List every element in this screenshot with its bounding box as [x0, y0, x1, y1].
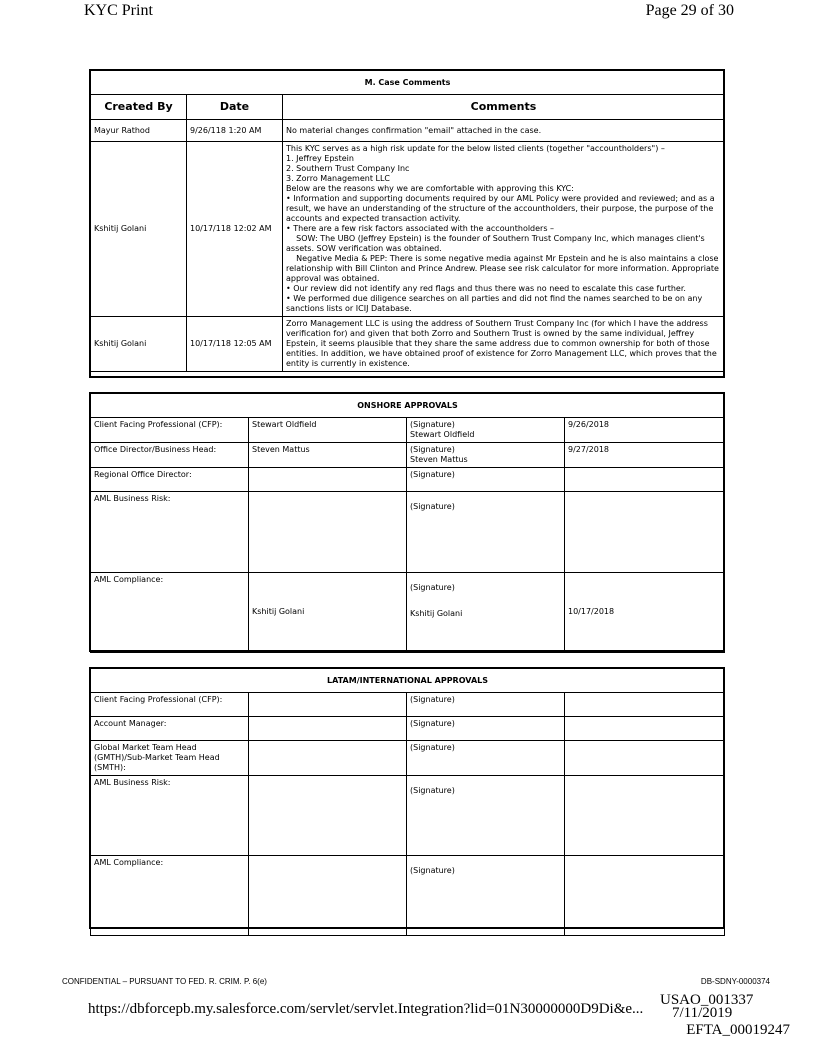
created-by: Mayur Rathod	[91, 120, 187, 142]
approval-date: 9/26/2018	[565, 418, 725, 443]
approver-name	[249, 468, 407, 492]
signature-cell	[407, 418, 565, 443]
case-comments-title: M. Case Comments	[91, 71, 725, 95]
approver-name: Steven Mattus	[249, 443, 407, 468]
comment-line: • Our review did not identify any red flags and thus there was no need to escalate this case further.	[286, 284, 686, 293]
efta-stamp: EFTA_00019247	[686, 1022, 790, 1038]
created-by: Kshitij Golani	[91, 142, 187, 317]
comment-line: 3. Zorro Management LLC	[286, 174, 390, 183]
comment-date: 9/26/118 1:20 AM	[187, 120, 283, 142]
approval-date: 9/27/2018	[565, 443, 725, 468]
table-row	[91, 443, 725, 468]
signature-label: (Signature)	[407, 856, 565, 936]
approval-date	[565, 468, 725, 492]
page-number: Page 29 of 30	[645, 2, 734, 19]
signer-name: Stewart Oldfield	[410, 430, 475, 439]
signature-cell	[407, 443, 565, 468]
comment-line: This KYC serves as a high risk update for the below listed clients (together "accountholders") –	[286, 144, 665, 153]
approval-label: Global Market Team Head (GMTH)/Sub-Market Team Head (SMTH):	[91, 741, 249, 776]
table-row	[91, 573, 725, 653]
approver-name	[249, 776, 407, 856]
table-row	[91, 492, 725, 573]
approver-name: Kshitij Golani	[249, 573, 407, 653]
latam-approvals-title: LATAM/INTERNATIONAL APPROVALS	[91, 669, 725, 693]
comment-line: Zorro Management LLC is using the address of Southern Trust Company Inc (for which I have the address verification for) and given that both Zorro and Southern Trust is owned by the same individual, Jeffrey Epstein, it seems plausible that they share the same address due to common ownership for both of those entities. In addition, we have obtained proof of existence for Zorro Management LLC, which proves that the entity is currently in existence.	[286, 319, 717, 368]
signature-label: (Signature)	[407, 717, 565, 741]
table-row	[91, 776, 725, 856]
approver-name	[249, 856, 407, 936]
print-title: KYC Print	[84, 2, 153, 19]
approval-date	[565, 492, 725, 573]
signature-label: (Signature)	[407, 468, 565, 492]
approval-label: Client Facing Professional (CFP):	[91, 418, 249, 443]
signature-label: (Signature)	[407, 776, 565, 856]
comment-text	[283, 120, 725, 142]
approver-name	[249, 693, 407, 717]
approver-name: Stewart Oldfield	[249, 418, 407, 443]
comment-text	[283, 142, 725, 317]
approver-name	[249, 717, 407, 741]
col-created-by: Created By	[91, 95, 187, 120]
col-comments: Comments	[283, 95, 725, 120]
signer-name: Steven Mattus	[410, 455, 468, 464]
table-row	[91, 856, 725, 936]
table-row	[91, 693, 725, 717]
approval-date	[565, 693, 725, 717]
approval-label: Account Manager:	[91, 717, 249, 741]
table-row	[91, 418, 725, 443]
latam-approvals-table	[90, 668, 725, 936]
table-row	[91, 741, 725, 776]
approval-date: 10/17/2018	[565, 573, 725, 653]
onshore-approvals-table	[90, 393, 725, 653]
created-by: Kshitij Golani	[91, 317, 187, 372]
col-date: Date	[187, 95, 283, 120]
table-row	[91, 317, 725, 372]
comment-line: No material changes confirmation "email" attached in the case.	[286, 125, 542, 135]
approval-date	[565, 717, 725, 741]
table-row	[91, 468, 725, 492]
table-row	[91, 120, 725, 142]
approver-name	[249, 492, 407, 573]
comment-line: Negative Media & PEP: There is some negative media against Mr Epstein and he is also maintains a close relationship with Bill Clinton and Prince Andrew. Please see risk calculator for more information. Appropriate approval was obtained.	[286, 254, 722, 283]
signature-label: (Signature)	[410, 445, 455, 454]
approval-date	[565, 741, 725, 776]
approval-label: Client Facing Professional (CFP):	[91, 693, 249, 717]
signature-label: (Signature)	[407, 741, 565, 776]
comment-line: • We performed due diligence searches on all parties and did not find the names searched to be on any sanctions lists or ICIJ Database.	[286, 294, 703, 313]
comment-line: • Information and supporting documents required by our AML Policy were provided and reviewed; and as a result, we have an understanding of the structure of the accountholders, their purpose, the purpose of the accounts and expected transaction activity.	[286, 194, 715, 223]
comment-line: SOW: The UBO (Jeffrey Epstein) is the founder of Southern Trust Company Inc, which manages client's assets. SOW verification was obtained.	[286, 234, 708, 253]
usao-stamp: USAO_001337	[660, 992, 754, 1008]
comment-line: Below are the reasons why we are comfortable with approving this KYC:	[286, 184, 574, 193]
approval-label: AML Compliance:	[91, 856, 249, 936]
confidential-notice: CONFIDENTIAL – PURSUANT TO FED. R. CRIM. P. 6(e)	[62, 977, 267, 986]
comment-line: • There are a few risk factors associated with the accountholders –	[286, 224, 555, 233]
signer-name: Kshitij Golani	[410, 609, 463, 618]
approval-date	[565, 776, 725, 856]
onshore-approvals-title: ONSHORE APPROVALS	[91, 394, 725, 418]
case-comments-table	[90, 70, 725, 372]
table-row	[91, 717, 725, 741]
approval-label: AML Business Risk:	[91, 776, 249, 856]
approval-label: AML Business Risk:	[91, 492, 249, 573]
comment-line: 1. Jeffrey Epstein	[286, 154, 354, 163]
source-url: https://dbforcepb.my.salesforce.com/servlet/servlet.Integration?lid=01N30000000D9Di&e...	[88, 1001, 644, 1017]
signature-label: (Signature)	[410, 583, 455, 592]
comment-text	[283, 317, 725, 372]
approval-date	[565, 856, 725, 936]
signature-label: (Signature)	[410, 420, 455, 429]
comment-date: 10/17/118 12:05 AM	[187, 317, 283, 372]
comment-date: 10/17/118 12:02 AM	[187, 142, 283, 317]
print-date: 7/11/2019	[672, 1005, 733, 1021]
bates-db-id: DB-SDNY-0000374	[700, 977, 770, 986]
approver-name	[249, 741, 407, 776]
approval-label: AML Compliance:	[91, 573, 249, 653]
approval-label: Office Director/Business Head:	[91, 443, 249, 468]
table-row	[91, 142, 725, 317]
comment-line: 2. Southern Trust Company Inc	[286, 164, 410, 173]
approval-label: Regional Office Director:	[91, 468, 249, 492]
signature-label: (Signature)	[407, 693, 565, 717]
signature-cell	[407, 573, 565, 653]
signature-label: (Signature)	[407, 492, 565, 573]
